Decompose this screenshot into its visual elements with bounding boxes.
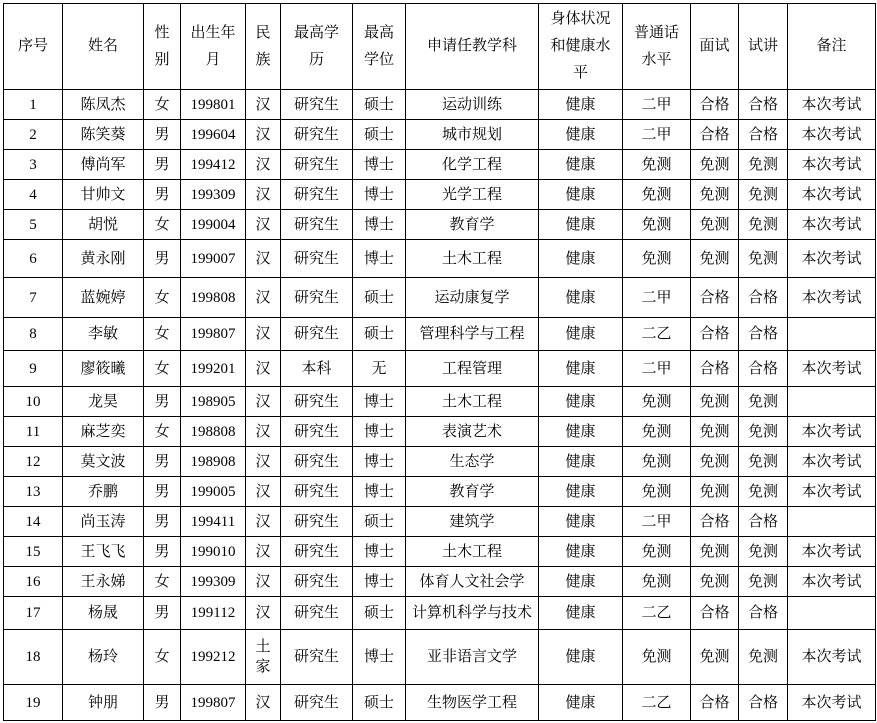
table-cell: 199309: [181, 180, 246, 210]
table-cell: 本次考试: [788, 90, 876, 120]
table-cell: 胡悦: [63, 210, 144, 240]
table-cell: 城市规划: [406, 120, 539, 150]
table-cell: 免测: [623, 180, 691, 210]
table-cell: 合格: [739, 318, 788, 351]
table-cell: 合格: [691, 90, 739, 120]
table-cell: 研究生: [281, 630, 353, 685]
table-cell: 男: [144, 477, 181, 507]
table-cell: 男: [144, 240, 181, 278]
column-header: 申请任教学科: [406, 4, 539, 90]
table-cell: 博士: [353, 477, 406, 507]
table-cell: 健康: [539, 597, 623, 630]
applicants-table: [3, 3, 876, 721]
table-cell: 李敏: [63, 318, 144, 351]
table-cell: 14: [4, 507, 63, 537]
table-cell: 8: [4, 318, 63, 351]
table-cell: 工程管理: [406, 351, 539, 387]
table-cell: 博士: [353, 417, 406, 447]
table-cell: 博士: [353, 537, 406, 567]
table-cell: 生态学: [406, 447, 539, 477]
table-cell: 硕士: [353, 90, 406, 120]
table-cell: 研究生: [281, 318, 353, 351]
table-cell: 研究生: [281, 180, 353, 210]
table-cell: 免测: [623, 417, 691, 447]
table-cell: 土家: [246, 630, 281, 685]
table-cell: 男: [144, 447, 181, 477]
table-cell: 免测: [739, 417, 788, 447]
table-cell: 合格: [739, 351, 788, 387]
table-cell: 健康: [539, 417, 623, 447]
table-cell: 免测: [691, 240, 739, 278]
table-cell: 女: [144, 417, 181, 447]
table-cell: 合格: [691, 318, 739, 351]
table-cell: 二甲: [623, 90, 691, 120]
table-cell: 汉: [246, 240, 281, 278]
table-cell: [788, 597, 876, 630]
table-cell: 研究生: [281, 278, 353, 318]
table-cell: 199004: [181, 210, 246, 240]
table-cell: 免测: [691, 210, 739, 240]
table-cell: 汉: [246, 417, 281, 447]
table-cell: 免测: [691, 387, 739, 417]
table-cell: 199807: [181, 318, 246, 351]
table-cell: 二乙: [623, 318, 691, 351]
table-cell: 研究生: [281, 447, 353, 477]
table-cell: 汉: [246, 567, 281, 597]
table-cell: 博士: [353, 567, 406, 597]
table-cell: 10: [4, 387, 63, 417]
table-cell: 本次考试: [788, 537, 876, 567]
table-cell: 11: [4, 417, 63, 447]
table-cell: [788, 387, 876, 417]
table-cell: 研究生: [281, 387, 353, 417]
table-cell: 1: [4, 90, 63, 120]
table-cell: 健康: [539, 630, 623, 685]
table-cell: 硕士: [353, 278, 406, 318]
table-cell: 4: [4, 180, 63, 210]
table-cell: 研究生: [281, 120, 353, 150]
table-cell: 3: [4, 150, 63, 180]
table-cell: 杨玲: [63, 630, 144, 685]
table-cell: 汉: [246, 351, 281, 387]
table-cell: 本科: [281, 351, 353, 387]
table-row: [4, 567, 876, 597]
table-cell: 合格: [691, 597, 739, 630]
table-cell: [788, 318, 876, 351]
table-cell: 健康: [539, 537, 623, 567]
table-cell: 女: [144, 351, 181, 387]
table-cell: 廖筱曦: [63, 351, 144, 387]
table-cell: 汉: [246, 90, 281, 120]
table-cell: 管理科学与工程: [406, 318, 539, 351]
table-cell: 免测: [623, 567, 691, 597]
table-cell: 汉: [246, 318, 281, 351]
table-cell: 汉: [246, 447, 281, 477]
table-cell: 免测: [739, 447, 788, 477]
table-cell: 研究生: [281, 507, 353, 537]
table-cell: 陈笑葵: [63, 120, 144, 150]
table-cell: 健康: [539, 477, 623, 507]
table-cell: 本次考试: [788, 567, 876, 597]
table-cell: 二甲: [623, 278, 691, 318]
table-cell: 龙昊: [63, 387, 144, 417]
table-cell: 免测: [739, 150, 788, 180]
column-header: 序号: [4, 4, 63, 90]
table-cell: 本次考试: [788, 210, 876, 240]
table-cell: 二甲: [623, 120, 691, 150]
table-cell: 女: [144, 567, 181, 597]
table-cell: 博士: [353, 150, 406, 180]
table-cell: 研究生: [281, 90, 353, 120]
table-cell: 尚玉涛: [63, 507, 144, 537]
table-cell: 6: [4, 240, 63, 278]
table-cell: 麻芝奕: [63, 417, 144, 447]
table-cell: 土木工程: [406, 387, 539, 417]
table-cell: 免测: [691, 417, 739, 447]
table-cell: 钟朋: [63, 685, 144, 721]
table-cell: 无: [353, 351, 406, 387]
table-cell: 免测: [739, 240, 788, 278]
column-header: 试讲: [739, 4, 788, 90]
table-row: [4, 630, 876, 685]
table-cell: 本次考试: [788, 240, 876, 278]
table-row: [4, 240, 876, 278]
table-cell: 硕士: [353, 507, 406, 537]
table-cell: 陈凤杰: [63, 90, 144, 120]
table-cell: 研究生: [281, 417, 353, 447]
table-cell: 汉: [246, 537, 281, 567]
table-cell: 本次考试: [788, 417, 876, 447]
table-cell: 免测: [623, 537, 691, 567]
table-cell: 汉: [246, 150, 281, 180]
table-cell: 研究生: [281, 240, 353, 278]
table-cell: 土木工程: [406, 537, 539, 567]
table-cell: 男: [144, 507, 181, 537]
table-cell: 免测: [739, 387, 788, 417]
table-cell: 汉: [246, 210, 281, 240]
table-row: [4, 318, 876, 351]
table-cell: 199112: [181, 597, 246, 630]
table-cell: 土木工程: [406, 240, 539, 278]
table-cell: 男: [144, 685, 181, 721]
table-cell: 健康: [539, 278, 623, 318]
table-cell: 研究生: [281, 150, 353, 180]
table-cell: 本次考试: [788, 630, 876, 685]
table-cell: 健康: [539, 567, 623, 597]
table-cell: 199010: [181, 537, 246, 567]
table-cell: 硕士: [353, 685, 406, 721]
table-cell: 博士: [353, 630, 406, 685]
table-cell: 16: [4, 567, 63, 597]
table-cell: 免测: [739, 210, 788, 240]
table-cell: 甘帅文: [63, 180, 144, 210]
column-header: 身体状况和健康水平: [539, 4, 623, 90]
table-cell: 女: [144, 278, 181, 318]
header-row: [4, 4, 876, 90]
table-cell: 健康: [539, 351, 623, 387]
table-cell: 硕士: [353, 597, 406, 630]
table-cell: 免测: [623, 447, 691, 477]
table-cell: 研究生: [281, 537, 353, 567]
table-cell: 健康: [539, 210, 623, 240]
table-cell: 男: [144, 150, 181, 180]
table-cell: 免测: [691, 180, 739, 210]
table-cell: 傅尚军: [63, 150, 144, 180]
column-header: 出生年月: [181, 4, 246, 90]
table-row: [4, 477, 876, 507]
table-cell: 合格: [739, 90, 788, 120]
table-cell: 汉: [246, 387, 281, 417]
column-header: 普通话水平: [623, 4, 691, 90]
column-header: 民族: [246, 4, 281, 90]
table-cell: 博士: [353, 180, 406, 210]
table-cell: 合格: [739, 507, 788, 537]
table-cell: 198808: [181, 417, 246, 447]
table-cell: 女: [144, 318, 181, 351]
column-header: 备注: [788, 4, 876, 90]
table-cell: 男: [144, 180, 181, 210]
table-cell: 汉: [246, 597, 281, 630]
table-cell: 199412: [181, 150, 246, 180]
table-cell: 本次考试: [788, 150, 876, 180]
table-row: [4, 537, 876, 567]
table-cell: 9: [4, 351, 63, 387]
table-cell: [788, 507, 876, 537]
table-cell: 免测: [739, 537, 788, 567]
table-cell: 合格: [739, 120, 788, 150]
table-cell: 博士: [353, 387, 406, 417]
table-cell: 合格: [739, 685, 788, 721]
table-cell: 女: [144, 90, 181, 120]
table-cell: 本次考试: [788, 685, 876, 721]
table-cell: 运动训练: [406, 90, 539, 120]
table-cell: 计算机科学与技术: [406, 597, 539, 630]
table-cell: 健康: [539, 180, 623, 210]
table-cell: 化学工程: [406, 150, 539, 180]
table-cell: 王永娣: [63, 567, 144, 597]
table-cell: 硕士: [353, 318, 406, 351]
table-body: [4, 90, 876, 721]
table-cell: 12: [4, 447, 63, 477]
table-cell: 健康: [539, 120, 623, 150]
table-cell: 免测: [691, 150, 739, 180]
table-cell: 免测: [691, 630, 739, 685]
table-cell: 合格: [739, 597, 788, 630]
table-cell: 黄永刚: [63, 240, 144, 278]
table-cell: 王飞飞: [63, 537, 144, 567]
table-row: [4, 278, 876, 318]
table-cell: 二乙: [623, 685, 691, 721]
table-cell: 健康: [539, 387, 623, 417]
table-cell: 汉: [246, 685, 281, 721]
table-cell: 健康: [539, 90, 623, 120]
table-cell: 免测: [691, 537, 739, 567]
table-row: [4, 685, 876, 721]
table-cell: 免测: [623, 630, 691, 685]
table-cell: 本次考试: [788, 447, 876, 477]
table-cell: 表演艺术: [406, 417, 539, 447]
table-cell: 198908: [181, 447, 246, 477]
table-header: [4, 4, 876, 90]
table-cell: 博士: [353, 447, 406, 477]
table-cell: 199309: [181, 567, 246, 597]
table-cell: 汉: [246, 278, 281, 318]
table-cell: 免测: [739, 180, 788, 210]
table-cell: 男: [144, 597, 181, 630]
table-cell: 199411: [181, 507, 246, 537]
table-cell: 杨晟: [63, 597, 144, 630]
table-cell: 合格: [691, 278, 739, 318]
table-row: [4, 597, 876, 630]
table-cell: 研究生: [281, 210, 353, 240]
table-cell: 二乙: [623, 597, 691, 630]
table-cell: 198905: [181, 387, 246, 417]
table-cell: 本次考试: [788, 278, 876, 318]
table-row: [4, 351, 876, 387]
table-cell: 研究生: [281, 685, 353, 721]
table-cell: 免测: [739, 630, 788, 685]
table-cell: 199801: [181, 90, 246, 120]
table-cell: 合格: [691, 507, 739, 537]
table-cell: 5: [4, 210, 63, 240]
table-cell: 免测: [691, 567, 739, 597]
column-header: 性别: [144, 4, 181, 90]
table-cell: 7: [4, 278, 63, 318]
table-cell: 19: [4, 685, 63, 721]
table-cell: 合格: [691, 685, 739, 721]
table-cell: 13: [4, 477, 63, 507]
table-row: [4, 387, 876, 417]
table-cell: 汉: [246, 120, 281, 150]
column-header: 最高学历: [281, 4, 353, 90]
table-cell: 男: [144, 537, 181, 567]
table-cell: 硕士: [353, 120, 406, 150]
table-cell: 本次考试: [788, 477, 876, 507]
column-header: 最高学位: [353, 4, 406, 90]
table-cell: 本次考试: [788, 120, 876, 150]
table-cell: 健康: [539, 447, 623, 477]
table-cell: 免测: [623, 150, 691, 180]
table-row: [4, 417, 876, 447]
table-cell: 免测: [739, 567, 788, 597]
table-cell: 17: [4, 597, 63, 630]
table-cell: 199007: [181, 240, 246, 278]
table-cell: 本次考试: [788, 351, 876, 387]
table-cell: 汉: [246, 477, 281, 507]
table-cell: 2: [4, 120, 63, 150]
table-cell: 蓝婉婷: [63, 278, 144, 318]
table-cell: 健康: [539, 240, 623, 278]
table-cell: 199212: [181, 630, 246, 685]
table-cell: 女: [144, 630, 181, 685]
table-cell: 15: [4, 537, 63, 567]
table-cell: 建筑学: [406, 507, 539, 537]
table-cell: 汉: [246, 507, 281, 537]
column-header: 姓名: [63, 4, 144, 90]
table-cell: 二甲: [623, 351, 691, 387]
table-cell: 教育学: [406, 477, 539, 507]
table-cell: 免测: [623, 240, 691, 278]
table-cell: 本次考试: [788, 180, 876, 210]
table-cell: 健康: [539, 685, 623, 721]
table-row: [4, 180, 876, 210]
table-cell: 教育学: [406, 210, 539, 240]
table-cell: 免测: [623, 477, 691, 507]
table-cell: 研究生: [281, 597, 353, 630]
table-cell: 合格: [691, 120, 739, 150]
table-cell: 莫文波: [63, 447, 144, 477]
table-cell: 免测: [691, 447, 739, 477]
table-cell: 199808: [181, 278, 246, 318]
table-cell: 光学工程: [406, 180, 539, 210]
table-row: [4, 90, 876, 120]
table-cell: 免测: [691, 477, 739, 507]
table-cell: 二甲: [623, 507, 691, 537]
table-cell: 男: [144, 387, 181, 417]
table-cell: 乔鹏: [63, 477, 144, 507]
table-cell: 男: [144, 120, 181, 150]
table-cell: 女: [144, 210, 181, 240]
table-cell: 18: [4, 630, 63, 685]
table-cell: 199604: [181, 120, 246, 150]
table-cell: 健康: [539, 507, 623, 537]
table-cell: 研究生: [281, 477, 353, 507]
table-cell: 健康: [539, 318, 623, 351]
table-row: [4, 507, 876, 537]
table-row: [4, 447, 876, 477]
table-cell: 合格: [739, 278, 788, 318]
table-cell: 199201: [181, 351, 246, 387]
table-cell: 博士: [353, 240, 406, 278]
table-cell: 研究生: [281, 567, 353, 597]
table-cell: 汉: [246, 180, 281, 210]
table-cell: 合格: [691, 351, 739, 387]
table-row: [4, 120, 876, 150]
table-cell: 生物医学工程: [406, 685, 539, 721]
table-cell: 免测: [739, 477, 788, 507]
table-cell: 免测: [623, 210, 691, 240]
table-cell: 运动康复学: [406, 278, 539, 318]
table-cell: 健康: [539, 150, 623, 180]
table-cell: 199005: [181, 477, 246, 507]
table-cell: 亚非语言文学: [406, 630, 539, 685]
table-cell: 199807: [181, 685, 246, 721]
column-header: 面试: [691, 4, 739, 90]
table-cell: 博士: [353, 210, 406, 240]
table-cell: 免测: [623, 387, 691, 417]
table-cell: 体育人文社会学: [406, 567, 539, 597]
table-row: [4, 150, 876, 180]
table-row: [4, 210, 876, 240]
